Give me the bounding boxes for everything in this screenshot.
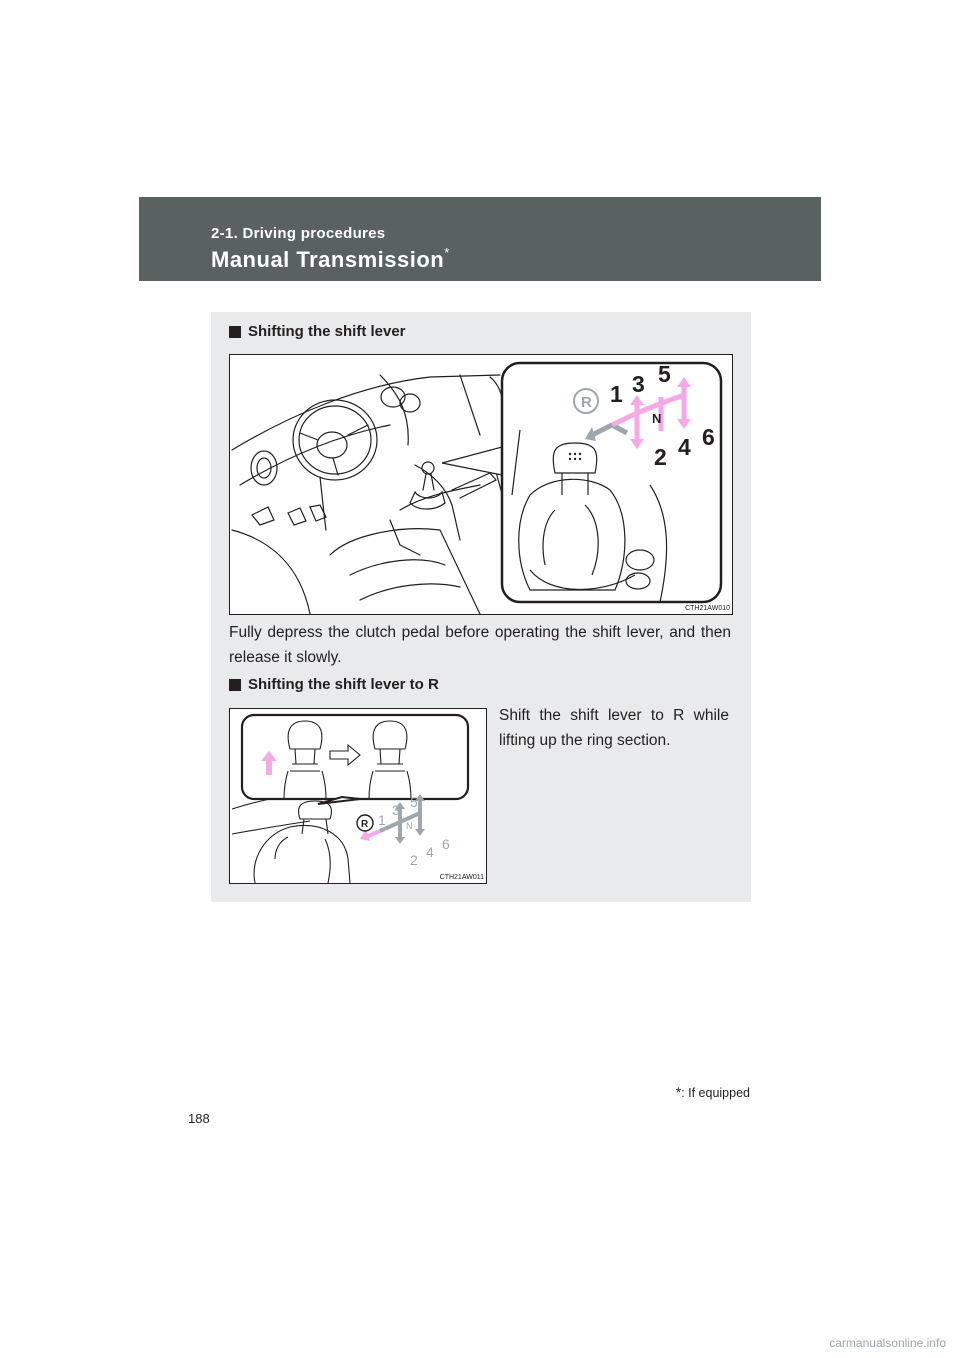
neutral-label: N <box>652 411 662 426</box>
watermark: carmanualsonline.info <box>829 1336 946 1350</box>
figure-code-1: CTH21AW010 <box>685 605 730 612</box>
reverse-shift-illustration <box>230 709 486 883</box>
gear-3-label: 3 <box>632 371 645 397</box>
gear-2-label: 2 <box>654 444 667 470</box>
square-bullet-icon <box>229 326 241 338</box>
gear-2-label-small: 2 <box>410 852 418 868</box>
heading-shifting <box>229 323 406 340</box>
page-title-text: Manual Transmission <box>211 247 445 272</box>
gear-3-label-small: 3 <box>392 802 400 818</box>
footnote-mark: * <box>675 1084 682 1100</box>
figure-shift-to-reverse <box>229 708 487 884</box>
gear-1-label: 1 <box>610 381 623 407</box>
page-number: 188 <box>188 1111 210 1126</box>
neutral-label-small: N <box>406 821 413 831</box>
reverse-label: R <box>581 394 592 411</box>
footnote <box>676 1084 750 1100</box>
cockpit-illustration <box>230 355 732 614</box>
footnote-text: : If equipped <box>681 1086 750 1100</box>
figure-shift-lever-overview <box>229 354 733 615</box>
section-label: 2-1. Driving procedures <box>211 225 386 242</box>
gear-4-label-small: 4 <box>426 844 434 860</box>
reverse-label-small: R <box>361 819 369 830</box>
gear-4-label: 4 <box>678 434 691 460</box>
content-panel <box>211 312 751 902</box>
gear-5-label: 5 <box>658 361 671 387</box>
figure-code-2: CTH21AW011 <box>439 874 484 881</box>
page-title <box>211 247 450 273</box>
gear-6-label: 6 <box>702 424 715 450</box>
page-header <box>139 197 821 281</box>
body-text-reverse: Shift the shift lever to R while lifting up the ring section. <box>499 707 729 749</box>
heading-shift-to-r-text: Shifting the shift lever to R <box>248 676 439 693</box>
equipped-mark: * <box>444 245 450 260</box>
gear-1-label-small: 1 <box>378 812 386 828</box>
body-text-clutch: Fully depress the clutch pedal before operating the shift lever, and then release it slowly. <box>229 624 731 666</box>
gear-5-label-small: 5 <box>410 794 418 810</box>
heading-shift-to-r <box>229 676 439 693</box>
square-bullet-icon <box>229 679 241 691</box>
heading-shifting-text: Shifting the shift lever <box>248 323 406 340</box>
gear-6-label-small: 6 <box>442 836 450 852</box>
